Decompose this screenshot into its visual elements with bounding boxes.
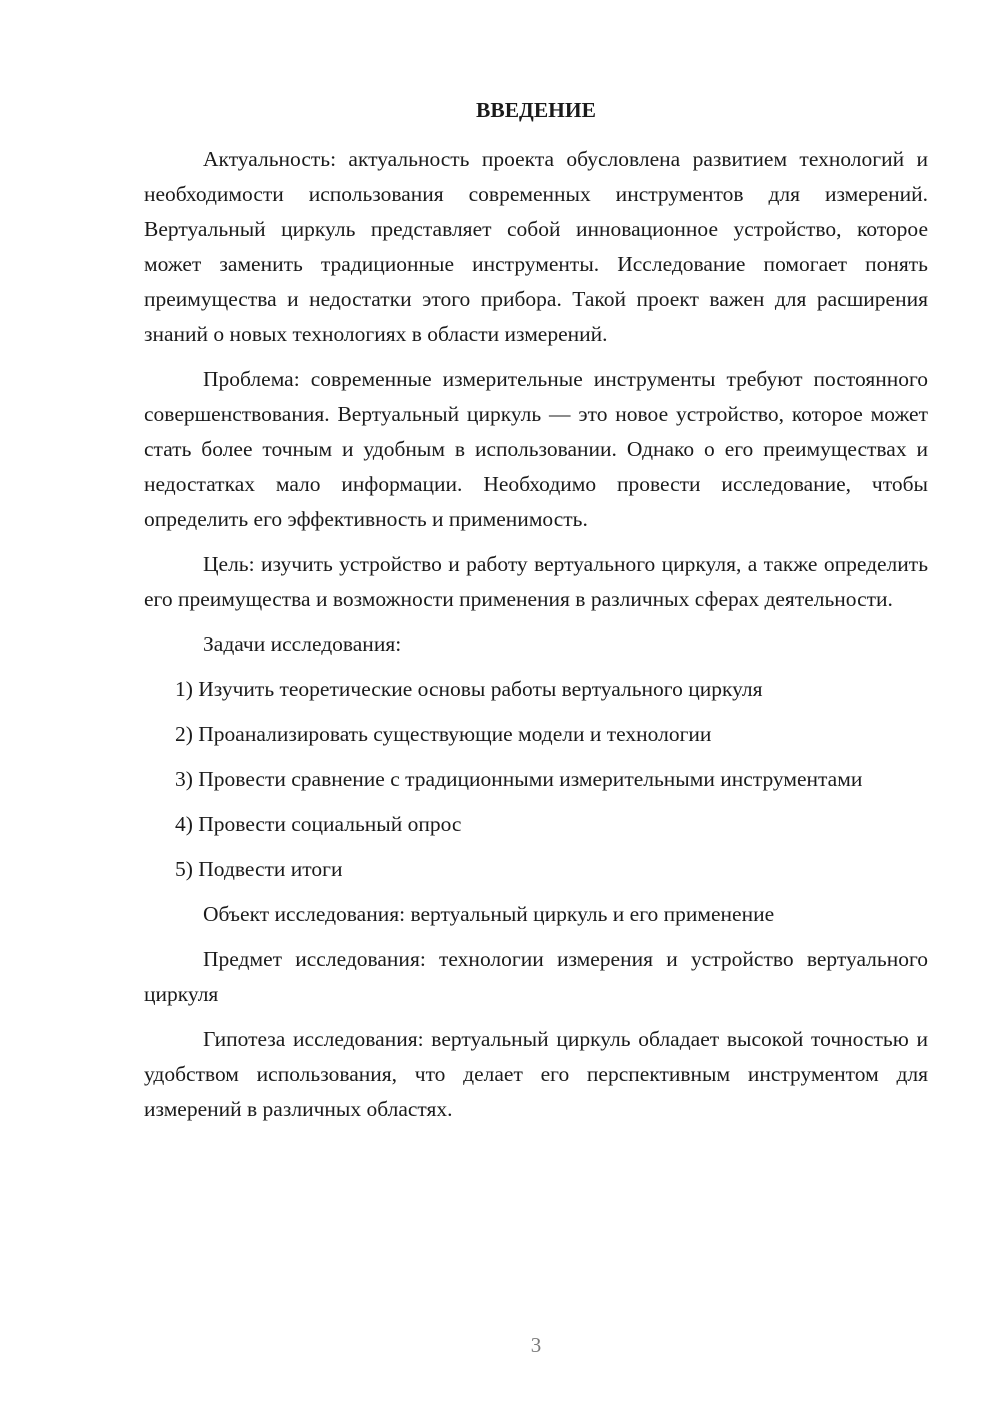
list-item-task-4: 4) Провести социальный опрос bbox=[175, 812, 462, 836]
page-number: 3 bbox=[530, 1333, 542, 1357]
list-item-task-3: 3) Провести сравнение с традиционными измерительными инструментами bbox=[175, 767, 863, 791]
paragraph-subject: Предмет исследования: технологии измерения и устройство вертуального циркуля bbox=[144, 947, 928, 1006]
list-item-task-2: 2) Проанализировать существующие модели и технологии bbox=[175, 722, 712, 746]
list-item-task-1: 1) Изучить теоретические основы работы вертуального циркуля bbox=[175, 677, 763, 701]
section-heading: ВВЕДЕНИЕ bbox=[476, 98, 596, 122]
list-item-task-5: 5) Подвести итоги bbox=[175, 857, 343, 881]
paragraph-goal: Цель: изучить устройство и работу вертуального циркуля, а также определить его преимущества и возможности применения в различных сферах деятельности. bbox=[144, 552, 928, 611]
document-page bbox=[144, 94, 928, 1137]
paragraph-object: Объект исследования: вертуальный циркуль и его применение bbox=[203, 902, 775, 926]
paragraph-problem: Проблема: современные измерительные инструменты требуют постоянного совершенствования. Вертуальный циркуль — это новое устройство, которое может стать более точным и удобным в использовании. Однако о его преимуществах и недостатках мало информации. Необходимо провести исследование, чтобы определить его эффективность и применимость. bbox=[144, 367, 928, 531]
paragraph-tasks-heading: Задачи исследования: bbox=[203, 632, 402, 656]
paragraph-relevance: Актуальность: актуальность проекта обусловлена развитием технологий и необходимости использования современных инструментов для измерений. Вертуальный циркуль представляет собой инновационное устройство, которое может заменить традиционные инструменты. Исследование помогает понять преимущества и недостатки этого прибора. Такой проект важен для расширения знаний о новых технологиях в области измерений. bbox=[144, 147, 928, 346]
paragraph-hypothesis: Гипотеза исследования: вертуальный циркуль обладает высокой точностью и удобством использования, что делает его перспективным инструментом для измерений в различных областях. bbox=[144, 1027, 928, 1121]
